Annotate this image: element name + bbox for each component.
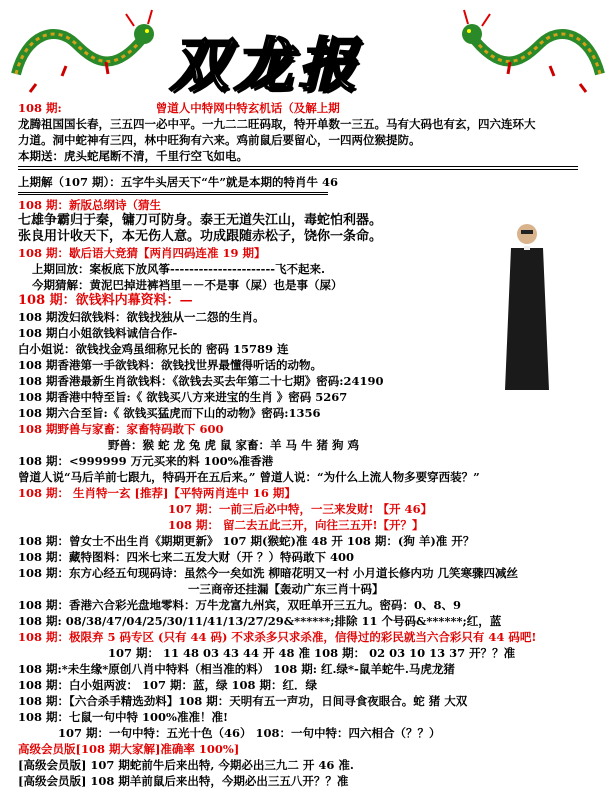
text-line: 108 期泼妇欲钱料：欲钱找独从一二怨的生肖。 <box>18 310 265 324</box>
section-heading: 高级会员版[108 期大家解]准确率 100%] <box>18 742 240 756</box>
text-line: 108 期：曾女士不出生肖《期期更新》 107 期(猴蛇)准 48 开 108 期：(狗 羊)准 开？ <box>18 534 475 548</box>
text-line: 曾道人说“马后羊前七跟九，特码开在五后来。” 曾道人说：“为什么上流人物多要穿西装？” <box>18 470 480 484</box>
text-line: 今期猜解：黄泥巴掉进裤裆里－－不是事（屎）也是事（屎） <box>32 278 343 292</box>
text-line: 108 期： 留二去五此三开，向往三五开!【开？】 <box>168 518 424 532</box>
text-line: 108 期香港最新生肖欲钱料：《欲钱去买去年第二十七期》密码:24190 <box>18 374 384 388</box>
text-line: 108 期: 08/38/47/04/25/30/11/41/13/27/29&******;排除 11 个号码&******;红，蓝 <box>18 614 502 628</box>
divider <box>18 169 578 170</box>
text-line: 108 期：白小姐两波： 107 期：蓝，绿 108 期：红．绿 <box>18 678 318 692</box>
text-line: 107 期：一句中特：五光十色（46） 108：一句中特：四六相合（？？） <box>58 726 441 740</box>
text-line: 张良用计收天下，本无伤人意。功成跟随赤松子，饶你一条命。 <box>18 229 383 244</box>
text-line: 野兽：猴 蛇 龙 兔 虎 鼠 家畜：羊 马 牛 猪 狗 鸡 <box>108 438 360 452</box>
text-line: 108 期：<999999 万元买来的料 100%准香港 <box>18 454 274 468</box>
text-line: 108 期白小姐欲钱料诚信合作- <box>18 326 178 340</box>
text-line: 一三商帝还挂漏【轰动广东三肖十码】 <box>188 582 384 596</box>
section-heading: 108 期：歇后语大竞猜【两肖四码连准 19 期】 <box>18 246 266 260</box>
text-line: 108 期：藏特图料：四米七来二五发大财（开 ？）特码敢下 400 <box>18 550 355 564</box>
text-line: 108 期：香港六合彩光盘地零料：万牛龙富九州宾，双旺单开三五九。密码：0、8、9 <box>18 598 462 612</box>
issue-label: 108 期: <box>18 101 62 115</box>
text-line: 108 期香港中特至旨:《 欲钱买八方来进宝的生肖 》密码 5267 <box>18 390 348 404</box>
section-heading: 108 期野兽与家畜：家畜特码敢下 600 <box>18 422 224 436</box>
text-line: 本期送：虎头蛇尾断不清，千里行空飞如电。 <box>18 149 248 163</box>
heading-text: 曾道人中特网中特玄机话（及解上期 <box>155 101 340 115</box>
text-line: [高级会员版] 108 期羊前鼠后来出特，今期必出三五八开？？准 <box>18 774 349 788</box>
section-heading: 108 期：新版总纲诗（猜生 <box>18 198 162 212</box>
section-heading: 108 期： 生肖特一玄 [推荐]【平特两肖连中 16 期】 <box>18 486 296 500</box>
section-heading <box>18 100 608 116</box>
text-line: 白小姐说：欲钱找金鸡虽细称兄长的 密码 15789 连 <box>18 342 289 356</box>
text-line: 108 期香港第一手欲钱料：欲钱找世界最懂得听话的动物。 <box>18 358 323 372</box>
text-line: 108 期六合至旨:《 欲钱买猛虎而下山的动物》密码:1356 <box>18 406 321 420</box>
text-line: 108 期：极限弃 5 码专区 (只有 44 码) 不求杀多只求杀准，信得过的彩民就当六合彩只有 44 码吧! <box>18 630 537 644</box>
text-line: 上期回放：案板底下放风筝----------------------飞不起来. <box>32 262 326 276</box>
dragon-right-icon <box>460 4 610 96</box>
text-line: 力道。洞中蛇神有三四，林中旺狗有六来。鸡前鼠后要留心，一四两位猴提防。 <box>18 133 421 147</box>
dragon-left-icon <box>6 4 156 96</box>
text-line: 108 期：七鼠一句中特 100%准准！准! <box>18 710 228 724</box>
divider <box>18 166 578 167</box>
text-line: 七雄争霸归于秦，镛刀可防身。泰王无道失江山，毒蛇怕利器。 <box>18 213 383 228</box>
text-line: 107 期： 11 48 03 43 44 开 48 准 108 期： 02 03 10 13 37 开？？准 <box>108 646 516 660</box>
text-line: 上期解（107 期）：五字牛头居天下“牛”就是本期的特肖牛 46 <box>18 175 338 189</box>
text-line: 108 期：东方心经五句现码诗：虽然今一矣如洗 柳暗花明又一村 小月道长修内功 几笑寒骤四减丝 <box>18 566 519 580</box>
text-line: 108 期:*未生缘*原创八肖中特料（相当准的料） 108 期: 红.绿*-鼠羊蛇牛.马虎龙猪 <box>18 662 455 676</box>
divider <box>18 192 328 195</box>
content-area <box>18 100 608 789</box>
text-line: 龙腾祖国国长春，三五四一必中平。一九二二旺码取，特开单数一三五。马有大码也有玄，四六连环大 <box>18 117 536 131</box>
text-line: 107 期：一前三后必中特，一三来发财! 【开 46】 <box>168 502 433 516</box>
text-line: [高级会员版] 107 期蛇前牛后来出特, 今期必出三九二 开 46 准. <box>18 758 354 772</box>
header-banner <box>0 0 616 98</box>
section-heading: 108 期：欲钱料内幕资料：— <box>18 293 193 308</box>
text-line: 108 期：【六合杀手精选劲料】108 期：天明有五一声功，日间寻食夜眼合。蛇 猪 大双 <box>18 694 468 708</box>
page-title: 双龙报 <box>170 31 363 99</box>
